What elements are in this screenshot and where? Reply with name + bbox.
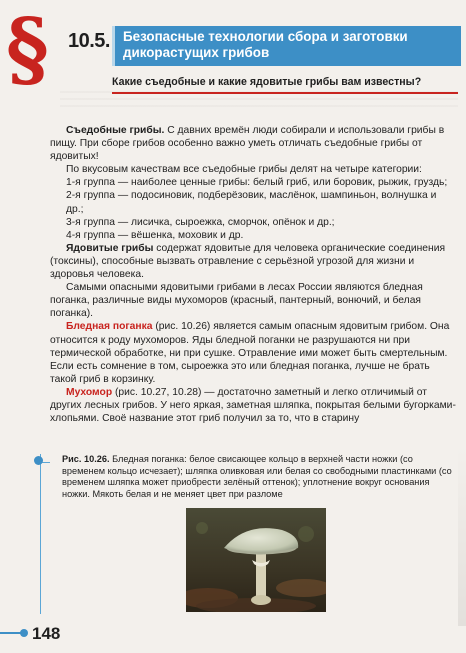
mushroom-illustration bbox=[186, 508, 326, 612]
section-title-bar bbox=[112, 26, 461, 66]
section-number: 10.5. bbox=[68, 30, 110, 52]
paragraph-most-dangerous: Самыми опасными ядовитыми грибами в лесах России являются бледная поганка, различные виды мухоморов (красный, пантерный, вонючий, и белая поганка). bbox=[50, 282, 423, 320]
paragraph-death-cap-text: (рис. 10.26) является самым опасным ядовитым грибом. Она относится к роду мухоморов. Яды бледной поганки не разрушаются ни при термической обработке, ни при сушке. Отравление ими может быть смертельным. Если есть сомнение в том, сыроежка это или бледная поганка, лучше не брать такой гриб в корзинку. bbox=[50, 321, 450, 385]
intro-question-row bbox=[112, 76, 458, 88]
page-number: 148 bbox=[32, 624, 61, 643]
group-3: 3-я группа — лисичка, сыроежка, сморчок, опёнок и др.; bbox=[66, 216, 335, 228]
paragraph-categories: По вкусовым качествам все съедобные грибы делят на четыре категории: bbox=[66, 164, 422, 176]
section-title: Безопасные технологии сбора и заготовки дикорастущих грибов bbox=[123, 29, 408, 60]
paragraph-edible bbox=[50, 124, 456, 163]
section-sign-icon: § bbox=[6, 1, 49, 97]
page-edge-shadow bbox=[458, 446, 466, 626]
group-1: 1-я группа — наиболее ценные грибы: белый гриб, или боровик, рыжик, груздь; bbox=[66, 177, 448, 189]
caption-rule bbox=[40, 454, 41, 614]
paragraph-fly-agaric-text: (рис. 10.27, 10.28) — достаточно заметный и легко отличимый от других лесных грибов. У него яркая, заметная шляпка, покрытая белыми бугорками-хлопьями. Своё название этот гриб получил за то, что в старину bbox=[50, 386, 456, 425]
paragraph-fly-agaric bbox=[50, 386, 456, 425]
term-death-cap: Бледная поганка bbox=[66, 321, 153, 333]
paragraph-poisonous bbox=[50, 242, 456, 281]
group-4: 4-я группа — вёшенка, моховик и др. bbox=[66, 229, 244, 241]
figure-caption-text: Бледная поганка: белое свисающее кольцо в верхней части ножки (со временем кольцо исчезает); шляпка оливковая или белая со свободными пластинками (со временем шляпка может приобрести зелёный оттенок); уплотнение вокруг основания ножки. Мякоть белая и не меняет цвет при разломе bbox=[62, 454, 452, 499]
paragraph-death-cap bbox=[50, 320, 456, 385]
page-number-bullet-icon bbox=[20, 629, 28, 637]
group-2: 2-я группа — подосиновик, подберёзовик, маслёнок, шампиньон, волнушка и др.; bbox=[66, 190, 437, 215]
figure-caption bbox=[62, 454, 458, 500]
bleed-through-text bbox=[60, 86, 458, 110]
question-underline bbox=[112, 92, 458, 94]
figure-label: Рис. 10.26. bbox=[62, 454, 110, 464]
paragraph-edible-text: С давних времён люди собирали и использовали грибы в пищу. При сборе грибов особенно важно уметь отличать съедобные грибы от ядовитых! bbox=[50, 125, 445, 163]
term-fly-agaric: Мухомор bbox=[66, 386, 113, 398]
main-text bbox=[50, 124, 456, 425]
intro-question: Какие съедобные и какие ядовитые грибы вам известны? bbox=[112, 76, 422, 88]
paragraph-poisonous-text: содержат ядовитые для человека органические соединения (токсины), способные вызвать отравление с серьёзной угрозой для жизни и здоровья человека. bbox=[50, 242, 446, 281]
death-cap-photo bbox=[186, 508, 326, 612]
term-poisonous: Ядовитые грибы bbox=[66, 242, 154, 254]
term-edible: Съедобные грибы. bbox=[66, 125, 165, 136]
caption-bullet-icon bbox=[34, 456, 43, 465]
